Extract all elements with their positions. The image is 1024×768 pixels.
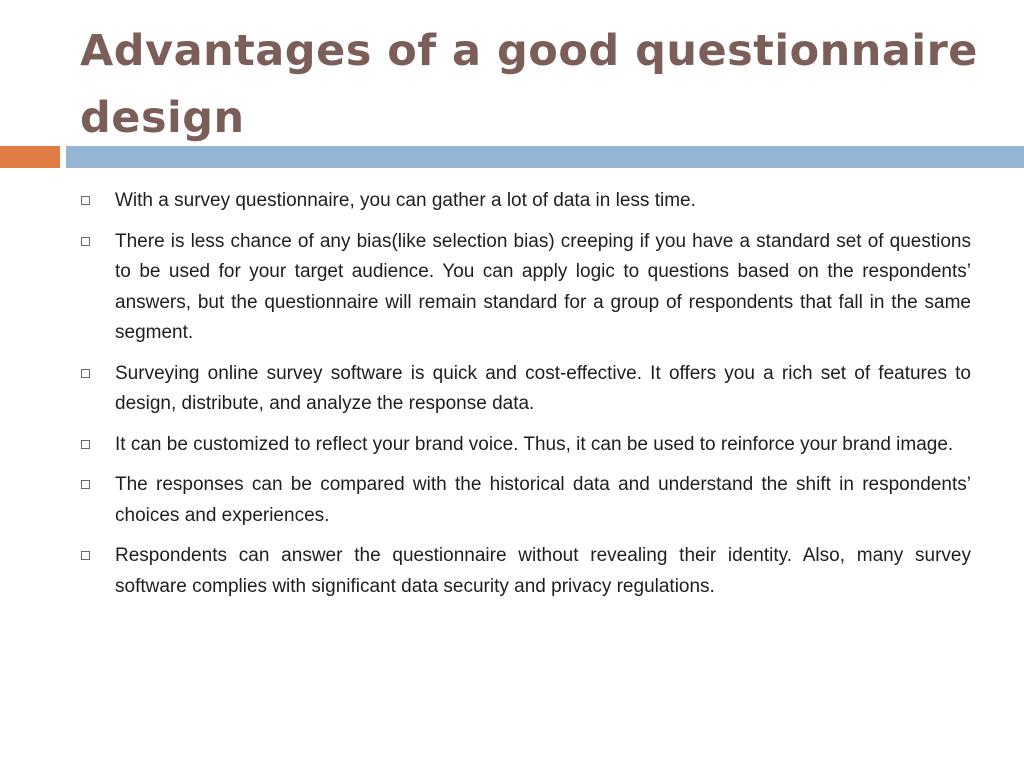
bullet-text: There is less chance of any bias(like selection bias) creeping if you have a standard set of questions to be used for your target audience. You can apply logic to questions based on the respondents’ answers, but the questionnaire will remain standard for a group of respondents that fall in the same segment. [115,230,971,343]
bullet-item [78,430,971,461]
slide-title: Advantages of a good questionnaire design [80,26,978,143]
bullet-text: Surveying online survey software is quick and cost-effective. It offers you a rich set of features to design, distribute, and analyze the response data. [115,362,971,414]
bullet-text: The responses can be compared with the historical data and understand the shift in respondents’ choices and experiences. [115,474,971,526]
bullet-item [78,541,971,602]
square-bullet-icon [81,196,90,205]
bullet-item [78,186,971,217]
bullet-list [78,186,971,612]
square-bullet-icon [81,480,90,489]
bullet-text: With a survey questionnaire, you can gather a lot of data in less time. [115,190,696,211]
accent-bar-orange [0,146,60,168]
square-bullet-icon [81,237,90,246]
bullet-item [78,359,971,420]
square-bullet-icon [81,369,90,378]
square-bullet-icon [81,551,90,560]
accent-bar-blue [66,146,1024,168]
square-bullet-icon [81,440,90,449]
bullet-text: It can be customized to reflect your brand voice. Thus, it can be used to reinforce your brand image. [115,433,954,455]
bullet-item [78,470,971,531]
bullet-item [78,227,971,349]
bullet-text: Respondents can answer the questionnaire without revealing their identity. Also, many survey software complies with significant data security and privacy regulations. [115,545,971,597]
